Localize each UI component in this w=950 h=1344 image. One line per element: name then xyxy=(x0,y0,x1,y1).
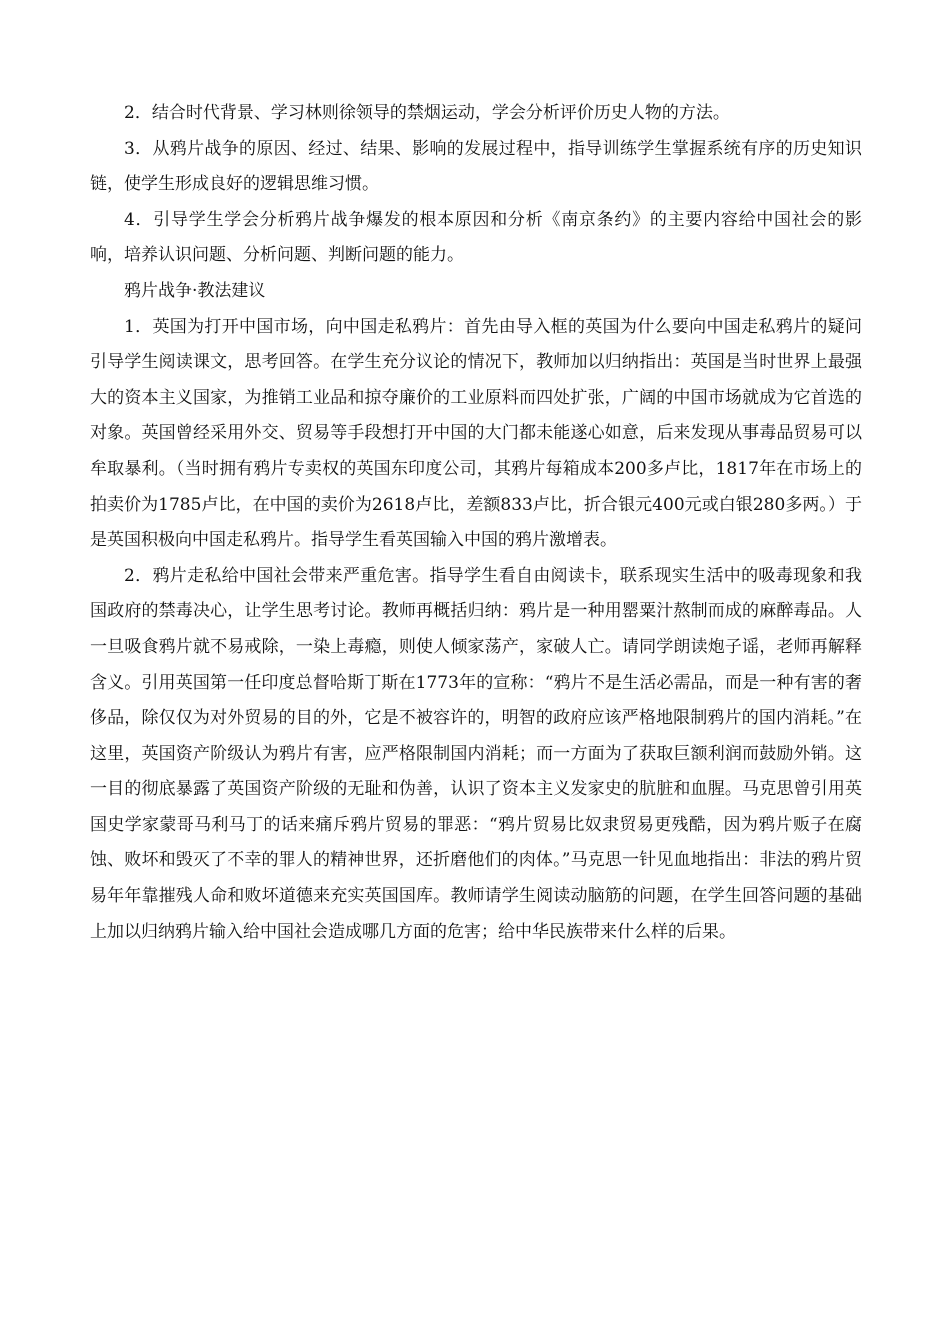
objective-paragraph-2: 2．结合时代背景、学习林则徐领导的禁烟运动，学会分析评价历史人物的方法。 xyxy=(124,103,730,123)
objective-paragraph-4: 4．引导学生学会分析鸦片战争爆发的根本原因和分析《南京条约》的主要内容给中国社会的影响，培养认识问题、分析问题、判断问题的能力。 xyxy=(90,209,862,266)
suggestion-paragraph-2: 2．鸦片走私给中国社会带来严重危害。指导学生看自由阅读卡，联系现实生活中的吸毒现象和我国政府的禁毒决心，让学生思考讨论。教师再概括归纳：鸦片是一种用罂粟汁熬制而成的麻醉毒品。人一旦吸食鸦片就不易戒除，一染上毒瘾，则使人倾家荡产，家破人亡。请同学朗读炮子谣，老师再解释含义。引用英国第一任印度总督哈斯丁斯在1773年的宣称：“鸦片不是生活必需品，而是一种有害的奢侈品，除仅仅为对外贸易的目的外，它是不被容许的，明智的政府应该严格地限制鸦片的国内消耗。”在这里，英国资产阶级认为鸦片有害，应严格限制国内消耗；而一方面为了获取巨额利润而鼓励外销。这一目的彻底暴露了英国资产阶级的无耻和伪善，认识了资本主义发家史的肮脏和血腥。马克思曾引用英国史学家蒙哥马利马丁的话来痛斥鸦片贸易的罪恶：“鸦片贸易比奴隶贸易更残酷，因为鸦片贩子在腐蚀、败坏和毁灭了不幸的罪人的精神世界，还折磨他们的肉体。”马克思一针见血地指出：非法的鸦片贸易年年靠摧残人命和败坏道德来充实英国国库。教师请学生阅读动脑筋的问题，在学生回答问题的基础上加以归纳鸦片输入给中国社会造成哪几方面的危害；给中华民族带来什么样的后果。 xyxy=(90,565,862,942)
objective-paragraph-3: 3．从鸦片战争的原因、经过、结果、影响的发展过程中，指导训练学生掌握系统有序的历史知识链，使学生形成良好的逻辑思维习惯。 xyxy=(90,138,862,195)
document-page xyxy=(90,96,862,950)
suggestion-paragraph-1: 1．英国为打开中国市场，向中国走私鸦片：首先由导入框的英国为什么要向中国走私鸦片的疑问引导学生阅读课文，思考回答。在学生充分议论的情况下，教师加以归纳指出：英国是当时世界上最强大的资本主义国家，为推销工业品和掠夺廉价的工业原料而四处扩张，广阔的中国市场就成为它首选的对象。英国曾经采用外交、贸易等手段想打开中国的大门都未能遂心如意，后来发现从事毒品贸易可以牟取暴利。（当时拥有鸦片专卖权的英国东印度公司，其鸦片每箱成本200多卢比，1817年在市场上的拍卖价为1785卢比，在中国的卖价为2618卢比，差额833卢比，折合银元400元或白银280多两。）于是英国积极向中国走私鸦片。指导学生看英国输入中国的鸦片激增表。 xyxy=(90,316,862,551)
section-title: 鸦片战争·教法建议 xyxy=(124,280,266,301)
